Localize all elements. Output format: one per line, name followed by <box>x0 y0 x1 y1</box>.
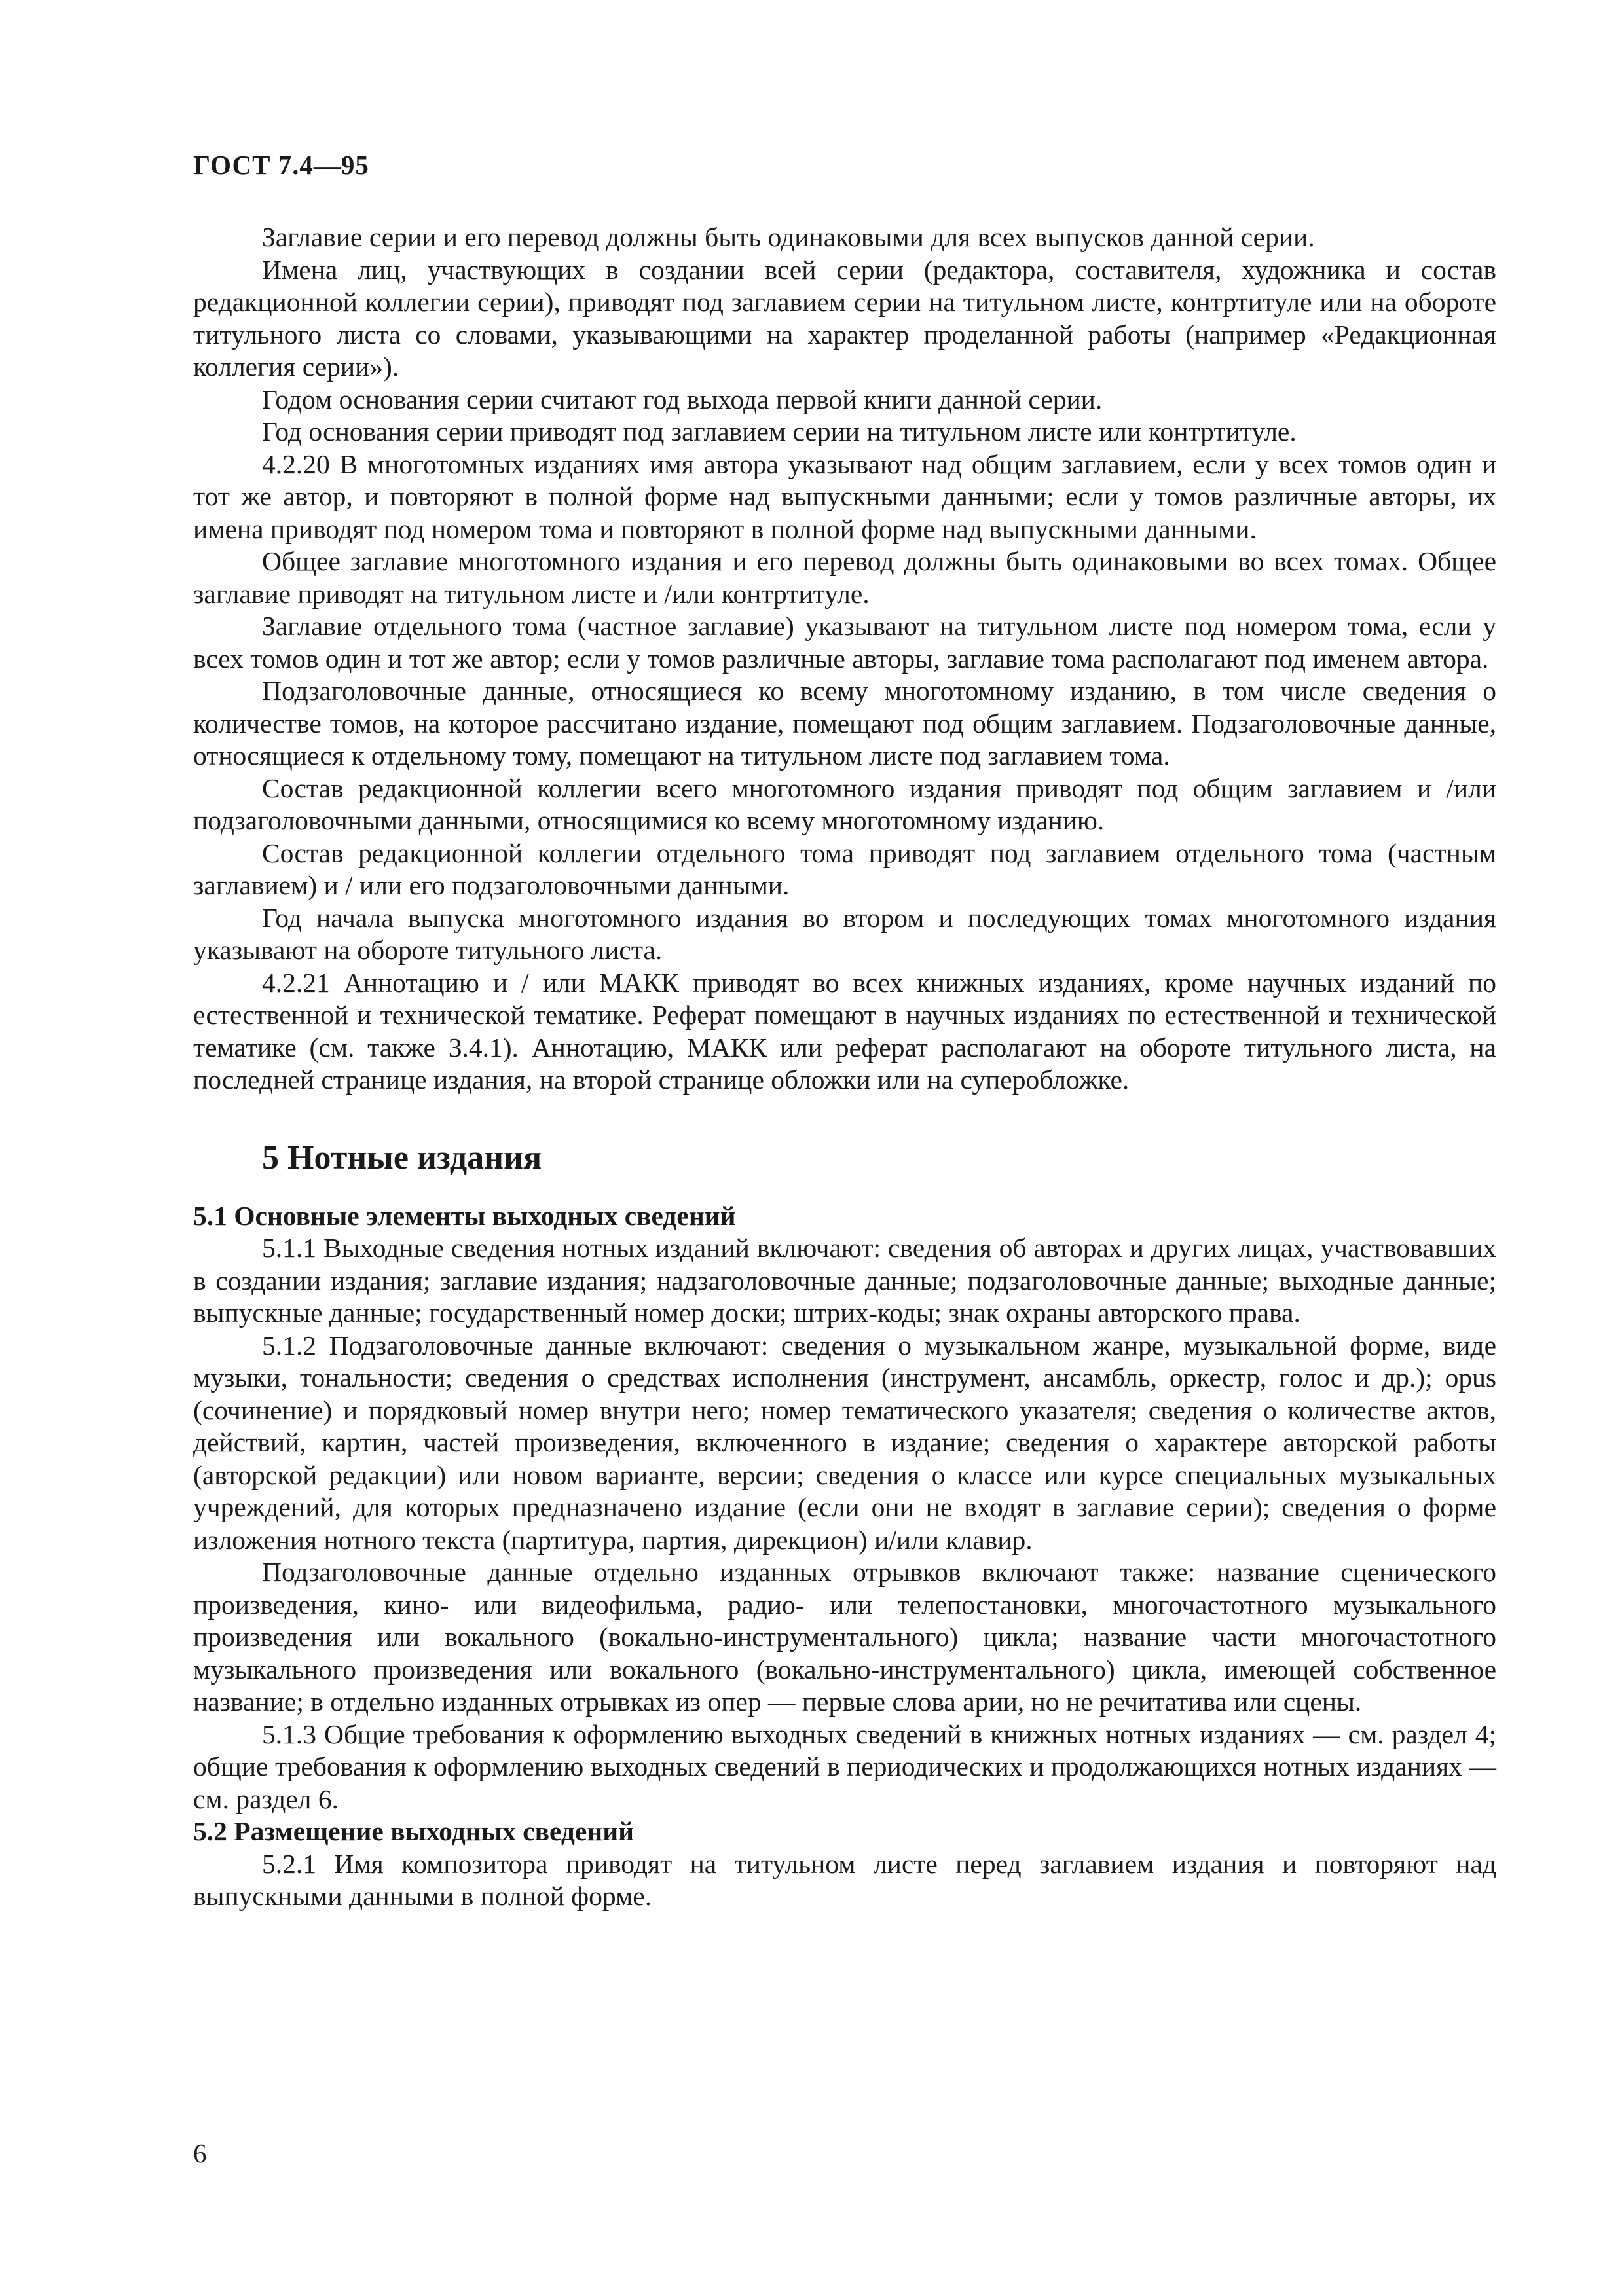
paragraph: Заглавие отдельного тома (частное заглавие) указывают на титульном листе под номером тома, если у всех томов один и тот же автор; если у томов различные авторы, заглавие тома располагают под именем автора. <box>193 611 1496 674</box>
paragraph: Состав редакционной коллегии отдельного тома приводят под заглавием отдельного тома (частным заглавием) и / или его подзаголовочными данными. <box>193 837 1496 900</box>
paragraph: Год начала выпуска многотомного издания во втором и последующих томах многотомного издания указывают на обороте титульного листа. <box>193 902 1496 965</box>
section-title: 5 Нотные издания <box>262 1139 542 1176</box>
paragraph: 4.2.20 В многотомных изданиях имя автора указывают над общим заглавием, если у всех томов один и тот же автор, и повторяют в полной форме над выпускными данными; если у томов различные авторы, их имена приводят под номером тома и повторяют в полной форме над выпускными данными. <box>193 448 1496 544</box>
paragraph: Подзаголовочные данные, относящиеся ко всему многотомному изданию, в том числе сведения о количестве томов, на которое рассчитано издание, помещают под общим заглавием. Подзаголовочные данные, относящиеся к отдельному тому, помещают на титульном листе под заглавием тома. <box>193 676 1496 771</box>
paragraph: Подзаголовочные данные отдельно изданных отрывков включают также: название сценического произведения, кино- или видеофильма, радио- или телепостановки, многочастотного музыкального произведения или вокального (вокально-инструментального) цикла; название части многочастотного музыкального произведения или вокального (вокально-инструментального) цикла, имеющей собственное название; в отдельно изданных отрывках из опер — первые слова арии, но не речитатива или сцены. <box>193 1557 1496 1717</box>
document-body <box>193 221 1496 1913</box>
subsection-title: 5.2 Размещение выходных сведений <box>193 1816 635 1846</box>
paragraph: Год основания серии приводят под заглавием серии на титульном листе или контртитуле. <box>262 416 1297 446</box>
paragraph: Имена лиц, участвующих в создании всей серии (редактора, составителя, художника и состав редакционной коллегии серии), приводят под заглавием серии на титульном листе, контртитуле или на обороте титульного листа со словами, указывающими на характер проделанной работы (например «Редакционная коллегия серии»). <box>193 254 1496 382</box>
paragraph: Общее заглавие многотомного издания и его перевод должны быть одинаковыми во всех томах. Общее заглавие приводят на титульном листе и /или контртитуле. <box>193 546 1496 609</box>
paragraph: 5.2.1 Имя композитора приводят на титульном листе перед заглавием издания и повторяют над выпускными данными в полной форме. <box>193 1848 1496 1911</box>
paragraph: 5.1.1 Выходные сведения нотных изданий включают: сведения об авторах и других лицах, участвовавших в создании издания; заглавие издания; надзаголовочные данные; подзаголовочные данные; выходные данные; выпускные данные; государственный номер доски; штрих-коды; знак охраны авторского права. <box>193 1233 1496 1328</box>
paragraph: Заглавие серии и его перевод должны быть одинаковыми для всех выпусков данной серии. <box>262 222 1315 252</box>
paragraph: 5.1.2 Подзаголовочные данные включают: сведения о музыкальном жанре, музыкальной форме, виде музыки, тональности; сведения о средствах исполнения (инструмент, ансамбль, оркестр, голос и др.); opus (сочинение) и порядковый номер внутри него; номер тематического указателя; сведения о количестве актов, действий, картин, частей произведения, включенного в издание; сведения о характере авторской работы (авторской редакции) или новом варианте, версии; сведения о классе или курсе специальных музыкальных учреждений, для которых предназначено издание (если они не входят в заглавие серии); сведения о форме изложения нотного текста (партитура, партия, дирекцион) и/или клавир. <box>193 1330 1496 1555</box>
page-number: 6 <box>193 2138 207 2168</box>
paragraph: Годом основания серии считают год выхода первой книги данной серии. <box>262 384 1103 414</box>
paragraph: 5.1.3 Общие требования к оформлению выходных сведений в книжных нотных изданиях — см. раздел 4; общие требования к оформлению выходных сведений в периодических и продолжающихся нотных изданиях — см. раздел 6. <box>193 1719 1496 1814</box>
paragraph: 4.2.21 Аннотацию и / или МАКК приводят во всех книжных изданиях, кроме научных изданий по естественной и технической тематике. Реферат помещают в научных изданиях по естественной и технической тематике (см. также 3.4.1). Аннотацию, МАКК или реферат располагают на обороте титульного листа, на последней странице издания, на второй странице обложки или на суперобложке. <box>193 967 1496 1095</box>
subsection-title: 5.1 Основные элементы выходных сведений <box>193 1200 736 1231</box>
paragraph: Состав редакционной коллегии всего многотомного издания приводят под общим заглавием и /или подзаголовочными данными, относящимися ко всему многотомному изданию. <box>193 773 1496 835</box>
running-head: ГОСТ 7.4—95 <box>193 150 369 180</box>
